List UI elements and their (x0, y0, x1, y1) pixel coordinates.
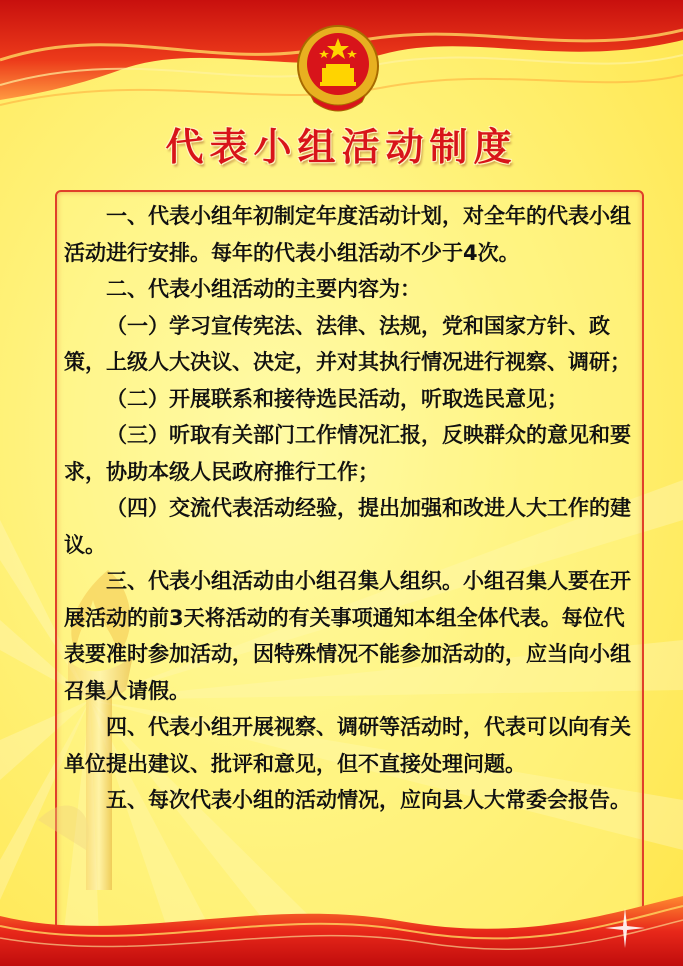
paragraph-4: （二）开展联系和接待选民活动，听取选民意见； (106, 386, 568, 411)
paragraph-1: 一、代表小组年初制定年度活动计划，对全年的代表小组活动进行安排。每年的代表小组活动不少于4次。 (64, 204, 631, 265)
national-emblem-icon (296, 24, 380, 112)
regulation-text (64, 198, 634, 819)
paragraph-7: 三、代表小组活动由小组召集人组织。小组召集人要在开展活动的前3天将活动的有关事项通知本组全体代表。每位代表要准时参加活动，因特殊情况不能参加活动的，应当向小组召集人请假。 (64, 569, 631, 703)
paragraph-3: （一）学习宣传宪法、法律、法规，党和国家方针、政策，上级人大决议、决定，并对其执行情况进行视察、调研； (64, 313, 631, 374)
paragraph-5: （三）听取有关部门工作情况汇报，反映群众的意见和要求，协助本级人民政府推行工作； (64, 423, 631, 484)
page-title: 代表小组活动制度 (165, 124, 518, 169)
paragraph-8: 四、代表小组开展视察、调研等活动时，代表可以向有关单位提出建议、批评和意见，但不直接处理问题。 (64, 715, 631, 776)
paragraph-6: （四）交流代表活动经验，提出加强和改进人大工作的建议。 (64, 496, 631, 557)
sparkle-icon (605, 908, 645, 948)
bottom-red-ribbon (0, 876, 683, 966)
paragraph-2: 二、代表小组活动的主要内容为： (106, 277, 421, 301)
paragraph-9: 五、每次代表小组的活动情况，应向县人大常委会报告。 (106, 788, 631, 812)
